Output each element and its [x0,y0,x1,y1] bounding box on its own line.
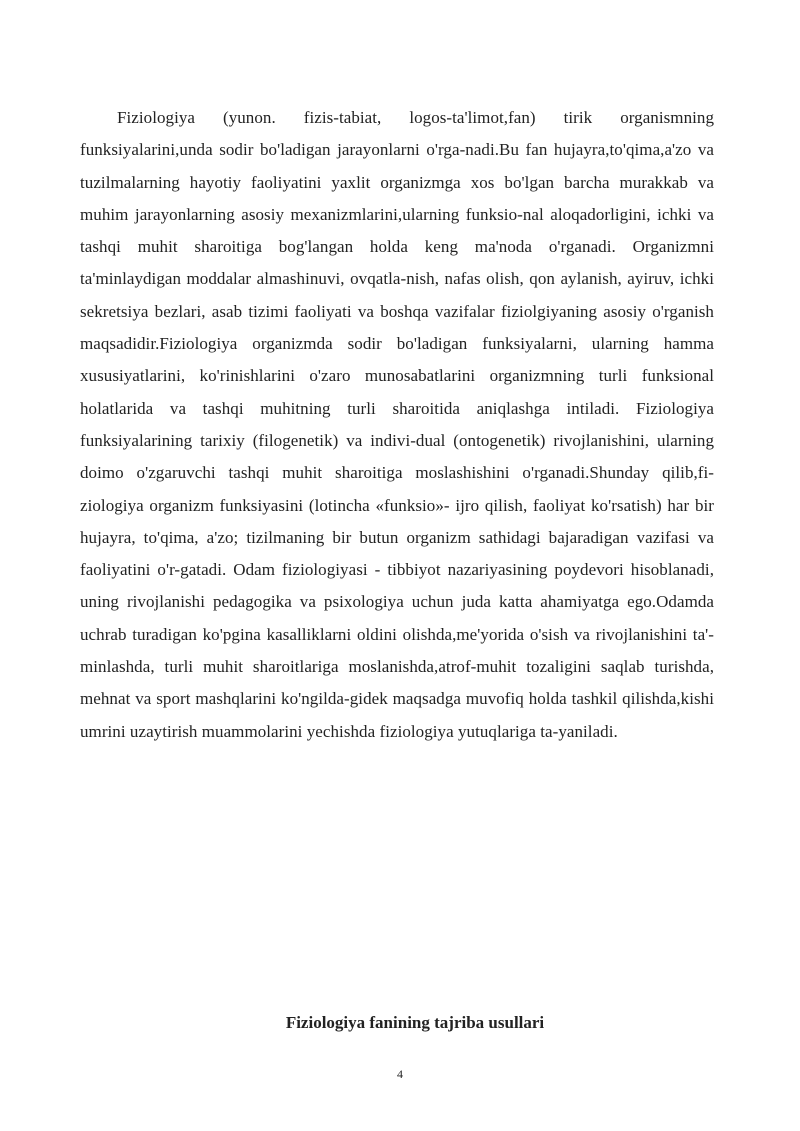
body-paragraph: Fiziologiya (yunon. fizis-tabiat, logos-ta'limot,fan) tirik organismning funksiyalarini,unda sodir bo'ladigan jarayonlarni o'rga-nadi.Bu fan hujayra,to'qima,a'zo va tuzilmalarning hayotiy faoliyatini yaxlit organizmga xos bo'lgan barcha murakkab va muhim jarayonlarning asosiy mexanizmlarini,ularning funksio-nal aloqadorligini, ichki va tashqi muhit sharoitiga bog'langan holda keng ma'noda o'rganadi. Organizmni ta'minlaydigan moddalar almashinuvi, ovqatla-nish, nafas olish, qon aylanish, ayiruv, ichki sekretsiya bezlari, asab tizimi faoliyati va boshqa vazifalar fiziolgiyaning asosiy o'rganish maqsadidir.Fiziologiya organizmda sodir bo'ladigan funksiyalarni, ularning hamma xususiyatlarini, ko'rinishlarini o'zaro munosabatlarini organizmning turli funksional holatlarida va tashqi muhitning turli sharoitida aniqlashga intiladi. Fiziologiya funksiyalarining tarixiy (filogenetik) va indivi-dual (ontogenetik) rivojlanishini, ularning doimo o'zgaruvchi tashqi muhit sharoitiga moslashishini o'rganadi.Shunday qilib,fi-ziologiya organizm funksiyasini (lotincha «funksio»- ijro qilish, faoliyat ko'rsatish) har bir hujayra, to'qima, a'zo; tizilmaning bir butun organizm sathidagi bajaradigan vazifasi va faoliyatini o'r-gatadi. Odam fiziologiyasi - tibbiyot nazariyasining poydevori hisoblanadi, uning rivojlanishi pedagogika va psixologiya uchun juda katta ahamiyatga ego.Odamda uchrab turadigan ko'pgina kasalliklarni oldini olishda,me'yorida o'sish va rivojlanishini ta'-minlashda, turli muhit sharoitlariga moslanishda,atrof-muhit tozaligini saqlab turishda, mehnat va sport mashqlarini ko'ngilda-gidek maqsadga muvofiq holda tashkil qilishda,kishi umrini uzaytirish muammolarini yechishda fiziologiya yutuqlariga ta-yaniladi. [80,108,714,741]
section-heading: Fiziologiya fanining tajriba usullari [285,1013,545,1032]
page-number: 4 [397,1067,403,1081]
